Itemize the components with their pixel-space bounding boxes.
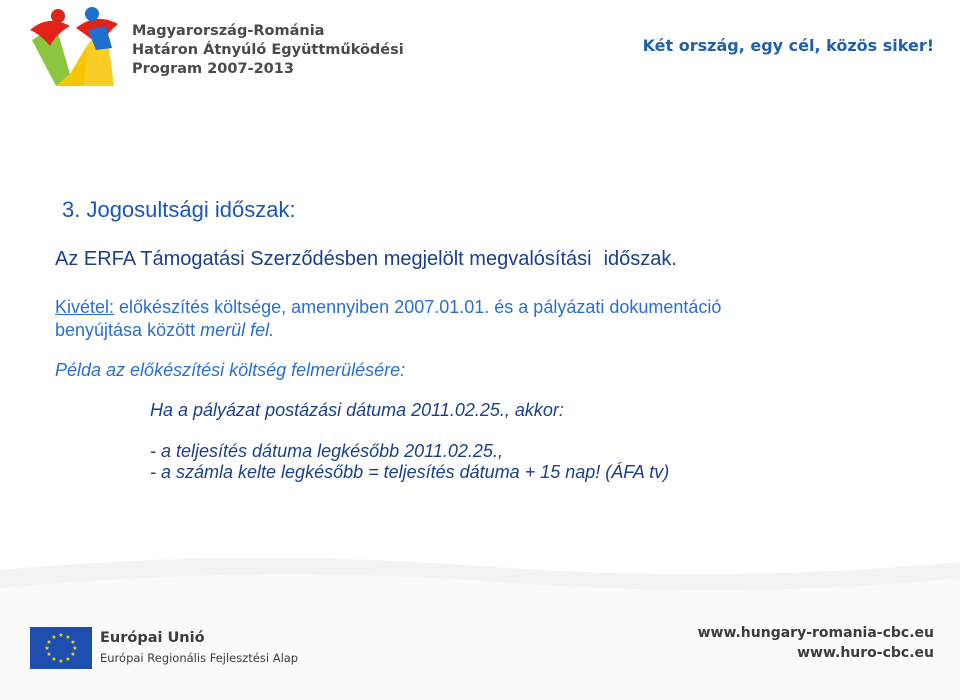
svg-text:★: ★ bbox=[46, 639, 52, 646]
eligibility-text-part-2: időszak. bbox=[603, 248, 677, 270]
program-name bbox=[132, 22, 404, 79]
eligibility-period-text bbox=[55, 248, 677, 271]
svg-text:★: ★ bbox=[70, 639, 76, 646]
svg-text:★: ★ bbox=[58, 658, 64, 665]
example-title: Példa az előkészítési költség felmerülésére: bbox=[55, 360, 406, 380]
example-condition: Ha a pályázat postázási dátuma 2011.02.25., akkor: bbox=[150, 400, 564, 420]
svg-text:★: ★ bbox=[51, 634, 57, 641]
program-line-1: Magyarország-Románia bbox=[132, 23, 325, 39]
program-line-3: Program 2007-2013 bbox=[132, 61, 294, 77]
svg-text:★: ★ bbox=[65, 634, 71, 641]
svg-text:★: ★ bbox=[72, 645, 78, 652]
svg-text:★: ★ bbox=[46, 651, 52, 658]
svg-text:★: ★ bbox=[51, 656, 57, 663]
exception-text: előkészítés költsége, amennyiben 2007.01.01. és a pályázati dokumentáció bbox=[114, 297, 722, 317]
exception-label: Kivétel: bbox=[55, 297, 115, 317]
svg-text:★: ★ bbox=[58, 632, 64, 639]
website-link-2[interactable]: www.huro-cbc.eu bbox=[797, 645, 934, 661]
svg-text:★: ★ bbox=[70, 651, 76, 658]
svg-text:★: ★ bbox=[65, 656, 71, 663]
eligibility-text-part-1: Az ERFA Támogatási Szerződésben megjelölt megvalósítási bbox=[55, 248, 592, 270]
program-logo bbox=[26, 4, 122, 90]
eu-subtitle: Európai Regionális Fejlesztési Alap bbox=[100, 651, 299, 665]
svg-text:★: ★ bbox=[44, 645, 50, 652]
exception-line bbox=[55, 297, 721, 318]
slogan: Két ország, egy cél, közös siker! bbox=[642, 36, 934, 55]
eu-title: Európai Unió bbox=[100, 630, 205, 646]
section-heading: 3. Jogosultsági időszak: bbox=[62, 197, 296, 222]
example-item-1: - a teljesítés dátuma legkésőbb 2011.02.25., bbox=[150, 441, 503, 461]
website-link-1[interactable]: www.hungary-romania-cbc.eu bbox=[697, 625, 934, 641]
exception-text-2b: merül fel. bbox=[200, 320, 275, 340]
program-line-2: Határon Átnyúló Együttműködési bbox=[132, 42, 404, 58]
eu-flag-icon bbox=[30, 627, 92, 669]
footer-wave-decoration bbox=[0, 548, 960, 700]
exception-text-2a: benyújtása között bbox=[55, 320, 201, 340]
exception-line-2 bbox=[55, 320, 274, 341]
example-item-2: - a számla kelte legkésőbb = teljesítés dátuma + 15 nap! (ÁFA tv) bbox=[150, 462, 670, 482]
